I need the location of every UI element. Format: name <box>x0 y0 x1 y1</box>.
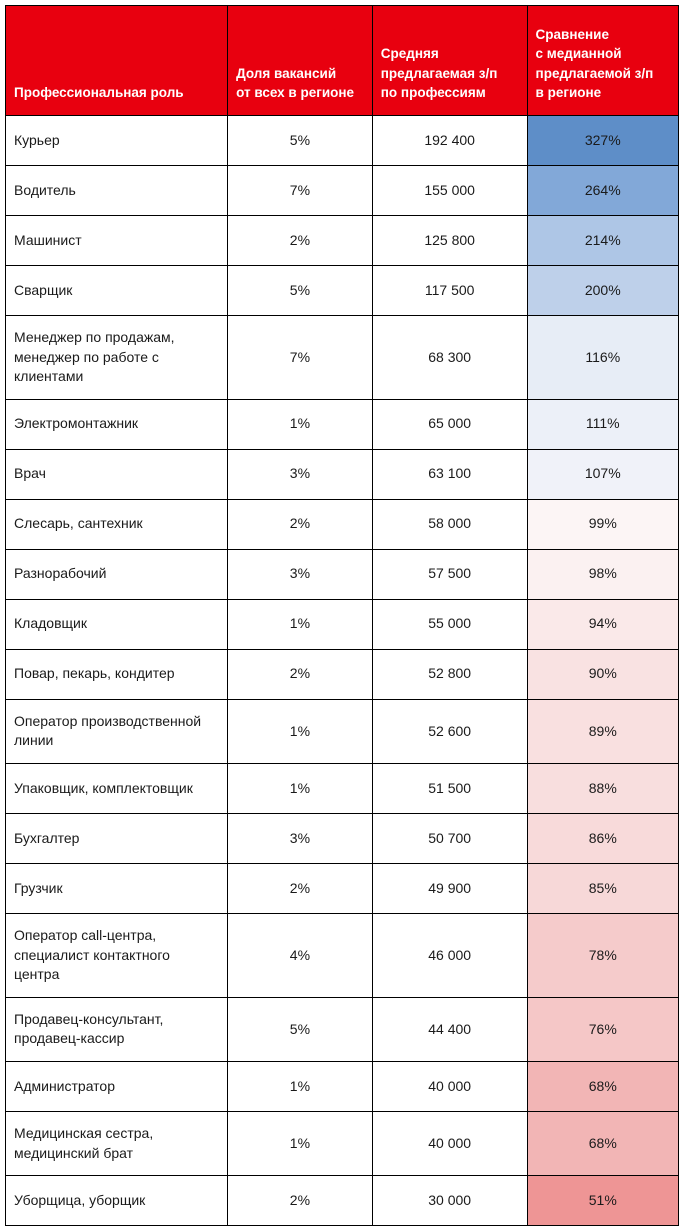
cell-salary: 52 800 <box>372 649 527 699</box>
header-cell-comparison: Сравнение с медианной предлагаемой з/п в регионе <box>527 6 678 116</box>
cell-share: 5% <box>228 266 373 316</box>
table-row <box>6 1176 679 1226</box>
table-row <box>6 997 679 1061</box>
cell-comparison: 68% <box>527 1111 678 1175</box>
cell-salary: 125 800 <box>372 216 527 266</box>
cell-comparison: 98% <box>527 549 678 599</box>
cell-comparison: 327% <box>527 116 678 166</box>
cell-salary: 65 000 <box>372 399 527 449</box>
cell-share: 2% <box>228 1176 373 1226</box>
cell-comparison: 99% <box>527 499 678 549</box>
cell-share: 3% <box>228 449 373 499</box>
table-row <box>6 913 679 997</box>
table-row <box>6 699 679 763</box>
cell-salary: 51 500 <box>372 763 527 813</box>
cell-comparison: 86% <box>527 813 678 863</box>
table-row <box>6 216 679 266</box>
cell-salary: 30 000 <box>372 1176 527 1226</box>
cell-share: 5% <box>228 116 373 166</box>
cell-salary: 155 000 <box>372 166 527 216</box>
cell-comparison: 88% <box>527 763 678 813</box>
cell-role: Менеджер по продажам, менеджер по работе с клиентами <box>6 316 228 400</box>
table-row <box>6 813 679 863</box>
cell-share: 5% <box>228 997 373 1061</box>
cell-share: 7% <box>228 316 373 400</box>
cell-role: Продавец-консультант, продавец-кассир <box>6 997 228 1061</box>
cell-share: 2% <box>228 649 373 699</box>
cell-role: Кладовщик <box>6 599 228 649</box>
table-row <box>6 549 679 599</box>
cell-comparison: 89% <box>527 699 678 763</box>
cell-role: Разнорабочий <box>6 549 228 599</box>
cell-role: Сварщик <box>6 266 228 316</box>
cell-salary: 49 900 <box>372 863 527 913</box>
cell-salary: 40 000 <box>372 1061 527 1111</box>
cell-share: 3% <box>228 549 373 599</box>
cell-role: Повар, пекарь, кондитер <box>6 649 228 699</box>
cell-share: 1% <box>228 599 373 649</box>
cell-share: 1% <box>228 399 373 449</box>
cell-salary: 57 500 <box>372 549 527 599</box>
cell-role: Бухгалтер <box>6 813 228 863</box>
cell-share: 3% <box>228 813 373 863</box>
header-cell-salary: Средняя предлагаемая з/п по профессиям <box>372 6 527 116</box>
cell-salary: 63 100 <box>372 449 527 499</box>
cell-comparison: 51% <box>527 1176 678 1226</box>
cell-role: Курьер <box>6 116 228 166</box>
cell-salary: 50 700 <box>372 813 527 863</box>
cell-salary: 192 400 <box>372 116 527 166</box>
cell-share: 4% <box>228 913 373 997</box>
cell-comparison: 200% <box>527 266 678 316</box>
cell-comparison: 94% <box>527 599 678 649</box>
header-cell-share: Доля вакансий от всех в регионе <box>228 6 373 116</box>
cell-share: 2% <box>228 499 373 549</box>
cell-role: Электромонтажник <box>6 399 228 449</box>
cell-role: Медицинская сестра, медицинский брат <box>6 1111 228 1175</box>
cell-role: Водитель <box>6 166 228 216</box>
salary-comparison-table <box>5 5 679 1226</box>
cell-role: Упаковщик, комплектовщик <box>6 763 228 813</box>
cell-share: 2% <box>228 863 373 913</box>
cell-salary: 46 000 <box>372 913 527 997</box>
cell-comparison: 264% <box>527 166 678 216</box>
table-row <box>6 399 679 449</box>
table-row <box>6 863 679 913</box>
table-row <box>6 1111 679 1175</box>
cell-salary: 117 500 <box>372 266 527 316</box>
cell-share: 2% <box>228 216 373 266</box>
header-row <box>6 6 679 116</box>
cell-role: Оператор call-центра, специалист контактного центра <box>6 913 228 997</box>
cell-comparison: 68% <box>527 1061 678 1111</box>
table-row <box>6 449 679 499</box>
cell-comparison: 78% <box>527 913 678 997</box>
table-row <box>6 499 679 549</box>
cell-comparison: 76% <box>527 997 678 1061</box>
cell-comparison: 90% <box>527 649 678 699</box>
cell-role: Грузчик <box>6 863 228 913</box>
cell-comparison: 85% <box>527 863 678 913</box>
cell-comparison: 116% <box>527 316 678 400</box>
table-row <box>6 116 679 166</box>
cell-share: 7% <box>228 166 373 216</box>
cell-share: 1% <box>228 763 373 813</box>
table-row <box>6 1061 679 1111</box>
cell-comparison: 107% <box>527 449 678 499</box>
cell-salary: 58 000 <box>372 499 527 549</box>
header-cell-role: Профессиональная роль <box>6 6 228 116</box>
cell-salary: 55 000 <box>372 599 527 649</box>
cell-salary: 40 000 <box>372 1111 527 1175</box>
table-row <box>6 599 679 649</box>
cell-role: Машинист <box>6 216 228 266</box>
cell-role: Слесарь, сантехник <box>6 499 228 549</box>
cell-role: Администратор <box>6 1061 228 1111</box>
cell-share: 1% <box>228 1111 373 1175</box>
table-row <box>6 649 679 699</box>
cell-share: 1% <box>228 1061 373 1111</box>
cell-role: Уборщица, уборщик <box>6 1176 228 1226</box>
table-row <box>6 166 679 216</box>
cell-salary: 68 300 <box>372 316 527 400</box>
cell-role: Оператор производственной линии <box>6 699 228 763</box>
cell-salary: 44 400 <box>372 997 527 1061</box>
table-body <box>6 116 679 1226</box>
cell-role: Врач <box>6 449 228 499</box>
cell-comparison: 214% <box>527 216 678 266</box>
cell-comparison: 111% <box>527 399 678 449</box>
table-row <box>6 316 679 400</box>
cell-share: 1% <box>228 699 373 763</box>
table-row <box>6 763 679 813</box>
cell-salary: 52 600 <box>372 699 527 763</box>
table-row <box>6 266 679 316</box>
